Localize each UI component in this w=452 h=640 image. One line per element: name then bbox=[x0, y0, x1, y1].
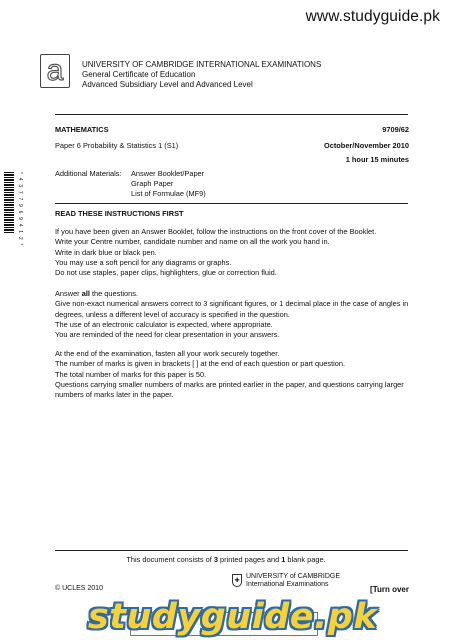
footer-divider bbox=[55, 550, 408, 551]
doc-prefix: This document consists of bbox=[126, 555, 214, 564]
barcode bbox=[4, 172, 14, 234]
studyguide-banner-text: studyguide.pk bbox=[87, 597, 378, 637]
site-url[interactable]: www.studyguide.pk bbox=[305, 8, 440, 25]
document-page-count bbox=[0, 555, 452, 565]
instruction-line: Do not use staples, paper clips, highlighters, glue or correction fluid. bbox=[55, 268, 277, 278]
instruction-line: If you have been given an Answer Booklet, follow the instructions on the front cover of the Booklet. bbox=[55, 227, 377, 236]
copyright: © UCLES 2010 bbox=[55, 585, 103, 592]
exam-session: October/November 2010 bbox=[323, 141, 409, 150]
instructions-heading: READ THESE INSTRUCTIONS FIRST bbox=[55, 209, 184, 218]
answer-all-line bbox=[55, 289, 410, 299]
turn-over: [Turn over bbox=[370, 585, 409, 594]
material-item: List of Formulae (MF9) bbox=[131, 189, 206, 198]
materials-label: Additional Materials: bbox=[55, 169, 122, 178]
cambridge-wordmark bbox=[246, 573, 340, 589]
cambridge-a-logo bbox=[40, 54, 70, 88]
answer-suffix: the questions. bbox=[89, 289, 138, 298]
material-item: Graph Paper bbox=[131, 179, 174, 188]
exam-duration: 1 hour 15 minutes bbox=[345, 155, 409, 164]
institution-name: UNIVERSITY OF CAMBRIDGE INTERNATIONAL EXAMINATIONS bbox=[82, 60, 322, 69]
barcode-digits: * 4 3 7 7 9 6 9 4 1 2 * bbox=[17, 172, 23, 247]
instruction-line: Questions carrying smaller numbers of marks are printed earlier in the paper, and questions carrying larger numbers of marks later in the paper. bbox=[55, 379, 404, 400]
cambridge-wordmark-line-1: UNIVERSITY of CAMBRIDGE bbox=[246, 573, 341, 580]
instruction-line: At the end of the examination, fasten all your work securely together. bbox=[55, 349, 280, 358]
doc-suffix: blank page. bbox=[285, 555, 326, 564]
instruction-line: Write your Centre number, candidate number and name on all the work you hand in. bbox=[55, 237, 330, 247]
cambridge-wordmark-line-2: International Examinations bbox=[246, 581, 329, 588]
paper-title: Paper 6 Probability & Statistics 1 (S1) bbox=[55, 141, 179, 150]
studyguide-banner[interactable] bbox=[55, 594, 410, 640]
header-divider bbox=[55, 114, 408, 115]
instructions-group-1 bbox=[55, 227, 410, 278]
level-name: Advanced Subsidiary Level and Advanced Level bbox=[82, 80, 253, 89]
instruction-line: The number of marks is given in brackets [ ] at the end of each question or part question. bbox=[55, 359, 346, 369]
instruction-line: You may use a soft pencil for any diagrams or graphs. bbox=[55, 257, 232, 267]
instruction-line: You are reminded of the need for clear presentation in your answers. bbox=[55, 330, 280, 340]
exam-code: 9709/62 bbox=[382, 125, 409, 134]
instruction-line: Give non-exact numerical answers correct to 3 significant figures, or 1 decimal place in the case of angles in degrees, unless a different level of accuracy is specified in the question. bbox=[55, 299, 409, 319]
instruction-line: The use of an electronic calculator is expected, where appropriate. bbox=[55, 319, 273, 329]
materials-divider bbox=[55, 203, 408, 204]
doc-middle: printed pages and bbox=[217, 555, 282, 564]
logo-letter-icon: a bbox=[46, 54, 64, 87]
instruction-line: The total number of marks for this paper is 50. bbox=[55, 369, 207, 379]
cambridge-crest-icon: ✚ bbox=[232, 574, 242, 587]
material-item: Answer Booklet/Paper bbox=[131, 169, 205, 178]
answer-all-bold: all bbox=[81, 289, 90, 298]
instructions-group-3 bbox=[55, 349, 410, 400]
instructions-group-2 bbox=[55, 289, 410, 340]
subject: MATHEMATICS bbox=[55, 125, 109, 134]
doc-pages: 3 bbox=[213, 555, 218, 564]
qualification-name: General Certificate of Education bbox=[82, 70, 196, 79]
doc-blank: 1 bbox=[281, 555, 286, 564]
answer-prefix: Answer bbox=[55, 289, 82, 298]
instruction-line: Write in dark blue or black pen. bbox=[55, 247, 157, 257]
